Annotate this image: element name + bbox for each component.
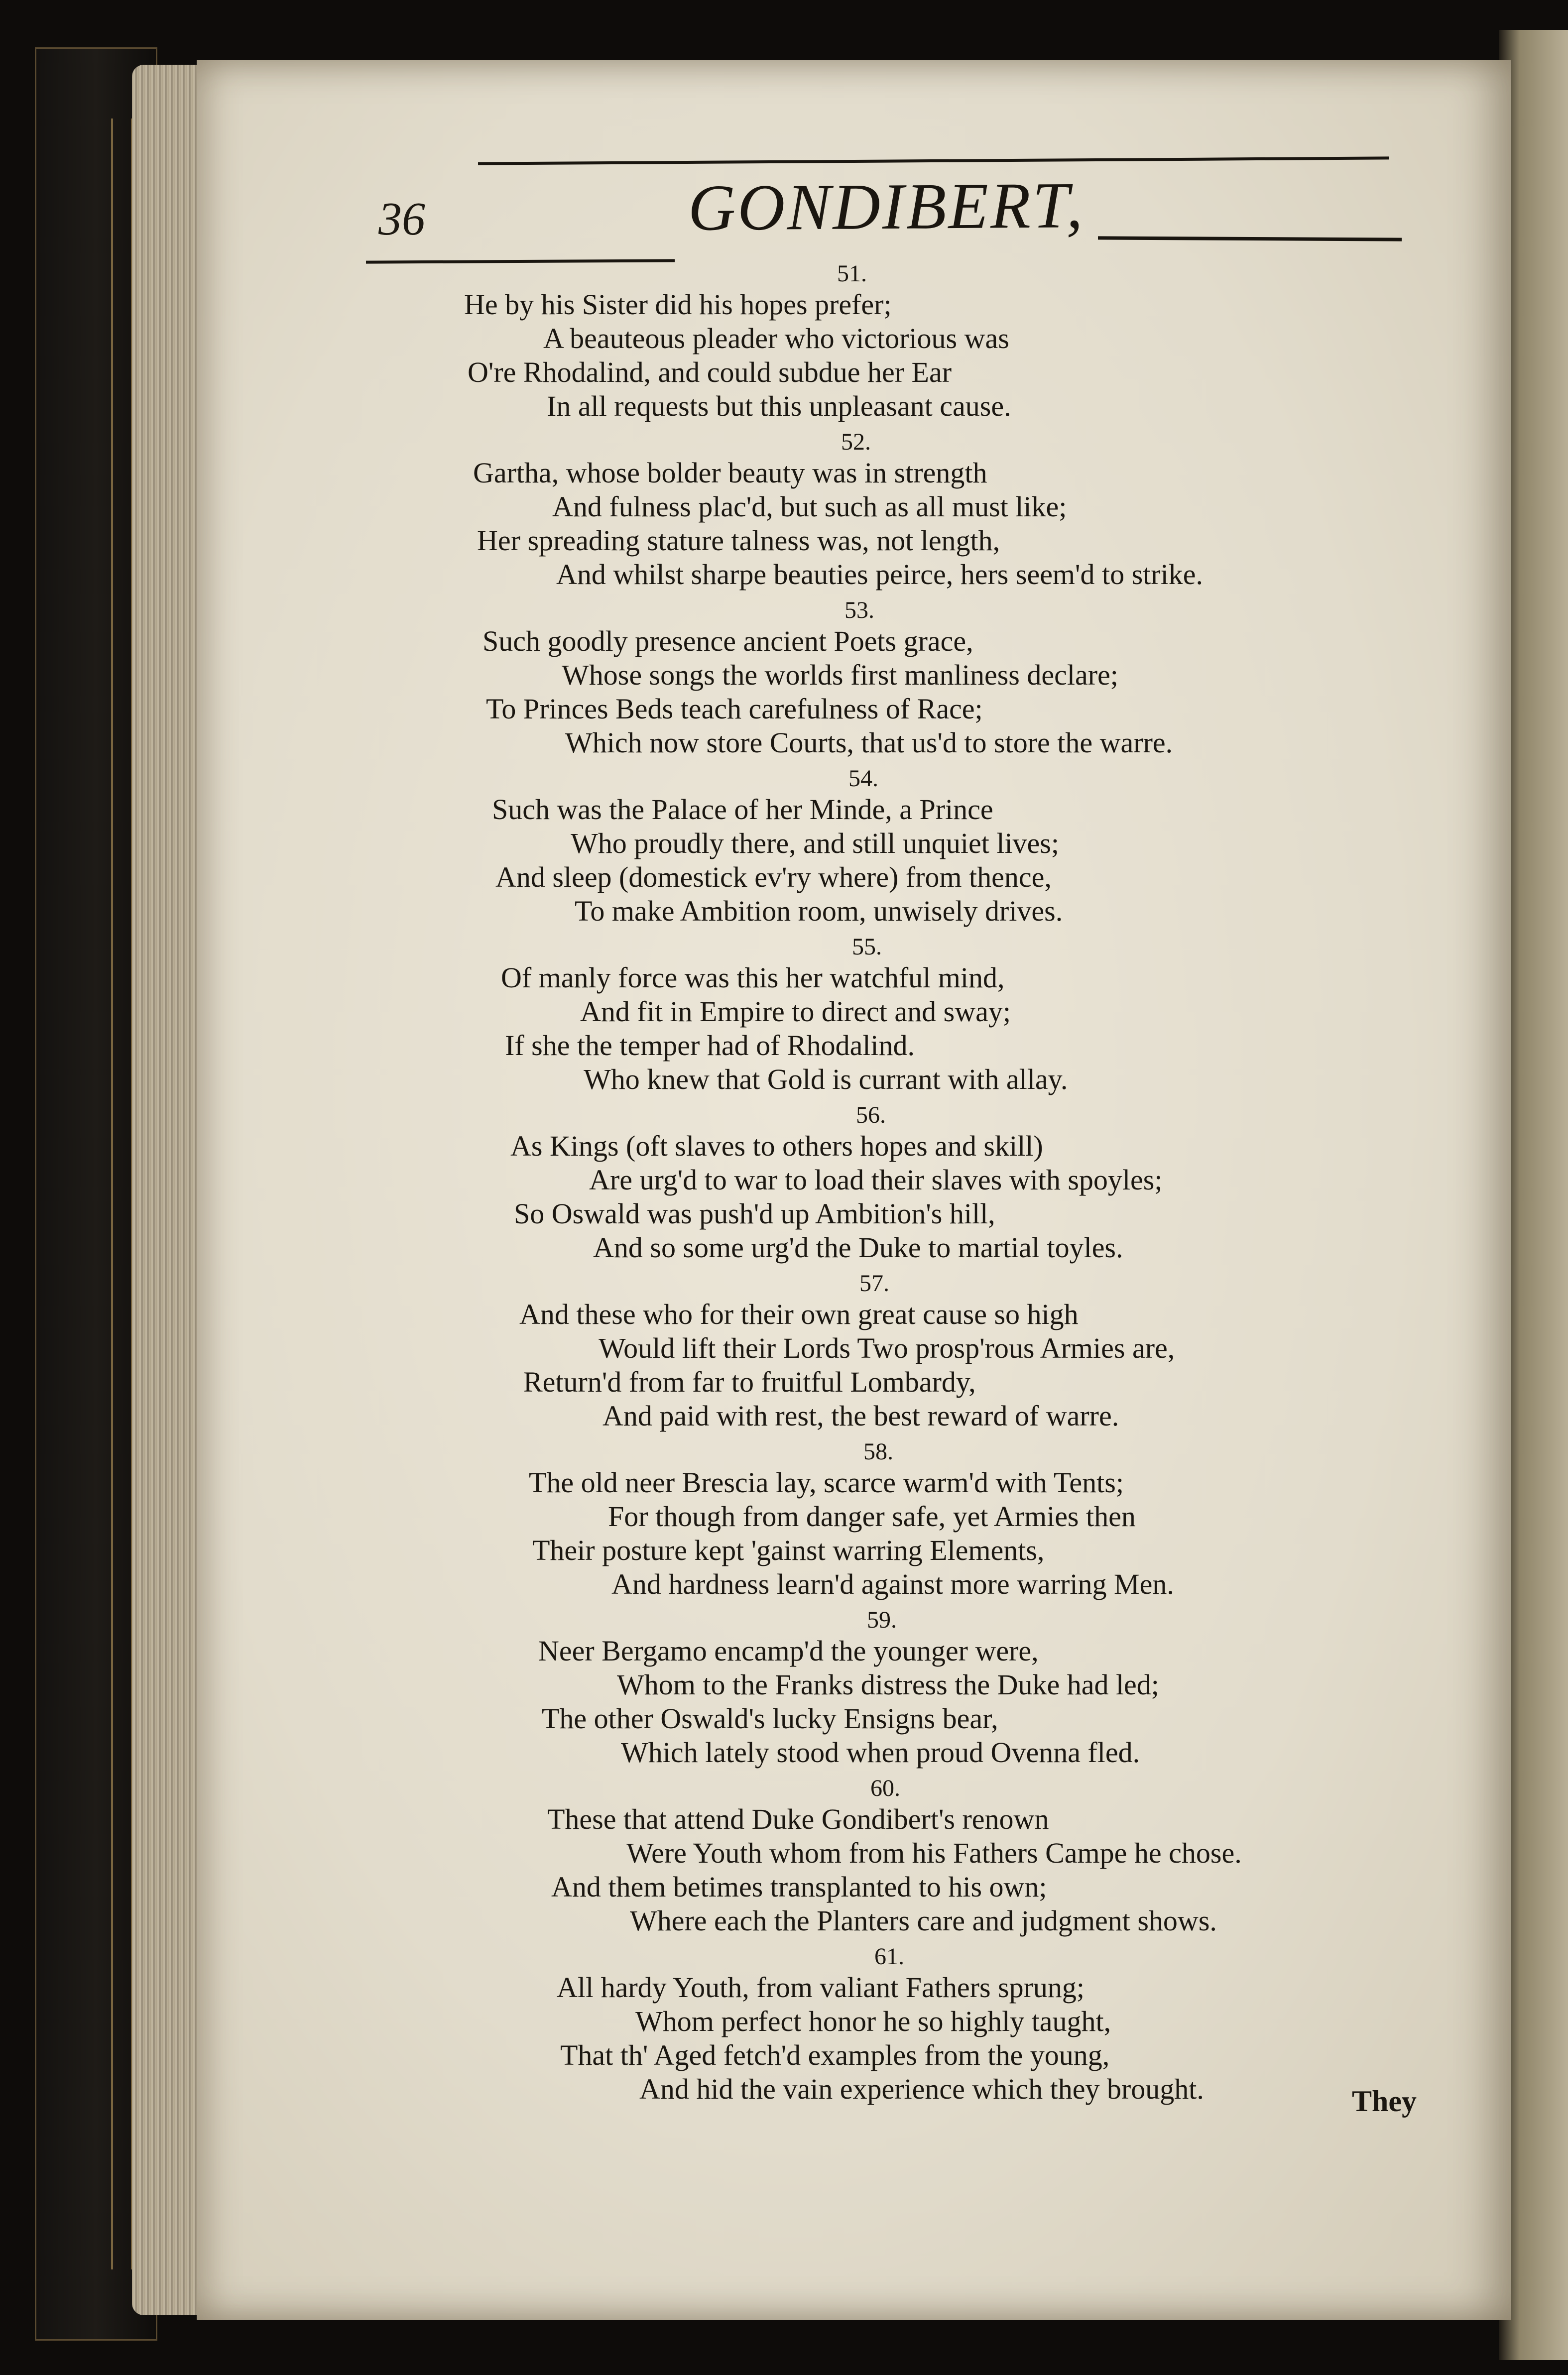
verse-line: Whose songs the worlds first manliness declare; bbox=[562, 659, 1118, 691]
stanza-number: 56. bbox=[856, 1102, 886, 1128]
verse-line: Such was the Palace of her Minde, a Prince bbox=[492, 793, 993, 826]
verse-line: And fit in Empire to direct and sway; bbox=[580, 995, 1011, 1028]
verse-line: To make Ambition room, unwisely drives. bbox=[575, 895, 1063, 927]
stanza-number: 59. bbox=[867, 1607, 897, 1633]
verse-line: And them betimes transplanted to his own; bbox=[551, 1871, 1047, 1903]
verse-line: And sleep (domestick ev'ry where) from thence, bbox=[495, 861, 1052, 893]
page-edges bbox=[132, 65, 202, 2315]
verse-line: All hardy Youth, from valiant Fathers sprung; bbox=[557, 1971, 1085, 2004]
verse-line: And hardness learn'd against more warring Men. bbox=[611, 1568, 1174, 1600]
verse-line: Where each the Planters care and judgment shows. bbox=[630, 1904, 1217, 1937]
stanza-number: 52. bbox=[841, 429, 871, 455]
verse-line: And hid the vain experience which they brought. bbox=[639, 2073, 1204, 2105]
stanza-number: 60. bbox=[870, 1775, 900, 1801]
verse-line: Neer Bergamo encamp'd the younger were, bbox=[538, 1635, 1039, 1667]
verse-line: To Princes Beds teach carefulness of Race; bbox=[486, 693, 983, 725]
stanza-number: 57. bbox=[859, 1270, 889, 1297]
verse-line: Whom to the Franks distress the Duke had led; bbox=[617, 1668, 1159, 1701]
verse-line: He by his Sister did his hopes prefer; bbox=[464, 288, 892, 321]
stanza-number: 58. bbox=[863, 1438, 893, 1465]
verse-line: Of manly force was this her watchful mind, bbox=[501, 961, 1005, 994]
verse-line: The other Oswald's lucky Ensigns bear, bbox=[542, 1702, 998, 1735]
verse-line: A beauteous pleader who victorious was bbox=[543, 322, 1009, 355]
verse-line: Such goodly presence ancient Poets grace, bbox=[482, 625, 973, 657]
verse-line: Their posture kept 'gainst warring Elements, bbox=[532, 1534, 1045, 1566]
verse-line: And paid with rest, the best reward of warre. bbox=[603, 1400, 1119, 1432]
verse-line: Would lift their Lords Two prosp'rous Armies are, bbox=[599, 1332, 1175, 1364]
verse-line: O're Rhodalind, and could subdue her Ear bbox=[468, 356, 952, 388]
verse-line: So Oswald was push'd up Ambition's hill, bbox=[514, 1197, 995, 1230]
stanza-number: 54. bbox=[848, 765, 878, 792]
verse-line: Which now store Courts, that us'd to store the warre. bbox=[565, 726, 1173, 759]
cover-gilt-rule bbox=[111, 119, 113, 2269]
catchword: They bbox=[1352, 2085, 1417, 2118]
verse-line: Are urg'd to war to load their slaves with spoyles; bbox=[589, 1164, 1163, 1196]
page-number: 36 bbox=[378, 193, 425, 245]
verse-line: Gartha, whose bolder beauty was in strength bbox=[473, 457, 987, 489]
verse-line: In all requests but this unpleasant cause. bbox=[547, 390, 1011, 422]
verse-line: If she the temper had of Rhodalind. bbox=[505, 1029, 915, 1062]
verse-line: Return'd from far to fruitful Lombardy, bbox=[523, 1366, 976, 1398]
verse-line: That th' Aged fetch'd examples from the young, bbox=[560, 2039, 1110, 2071]
stanza-number: 61. bbox=[874, 1943, 904, 1970]
verse-line: Were Youth whom from his Fathers Campe he chose. bbox=[626, 1837, 1242, 1869]
verse-line: Which lately stood when proud Ovenna fled. bbox=[621, 1736, 1140, 1769]
stanza-number: 55. bbox=[852, 934, 882, 960]
verse-line: The old neer Brescia lay, scarce warm'd with Tents; bbox=[529, 1466, 1124, 1499]
verse-line: For though from danger safe, yet Armies then bbox=[608, 1500, 1136, 1533]
verse-line: And fulness plac'd, but such as all must like; bbox=[552, 490, 1067, 523]
verse-line: And these who for their own great cause so high bbox=[519, 1298, 1079, 1330]
verse-line: Who knew that Gold is currant with allay. bbox=[584, 1063, 1068, 1095]
verse-line: As Kings (oft slaves to others hopes and skill) bbox=[510, 1130, 1043, 1162]
verse-line: Whom perfect honor he so highly taught, bbox=[635, 2005, 1111, 2037]
verse-line: And whilst sharpe beauties peirce, hers seem'd to strike. bbox=[556, 558, 1203, 591]
verse-line: And so some urg'd the Duke to martial toyles. bbox=[593, 1231, 1123, 1264]
stanza-number: 51. bbox=[837, 260, 867, 287]
verse-line: Her spreading stature talness was, not length, bbox=[477, 524, 1000, 557]
running-title: GONDIBERT, bbox=[688, 168, 1085, 244]
stanza-number: 53. bbox=[844, 597, 874, 623]
verse-line: Who proudly there, and still unquiet lives; bbox=[571, 827, 1059, 859]
verse-line: These that attend Duke Gondibert's renown bbox=[547, 1803, 1049, 1835]
